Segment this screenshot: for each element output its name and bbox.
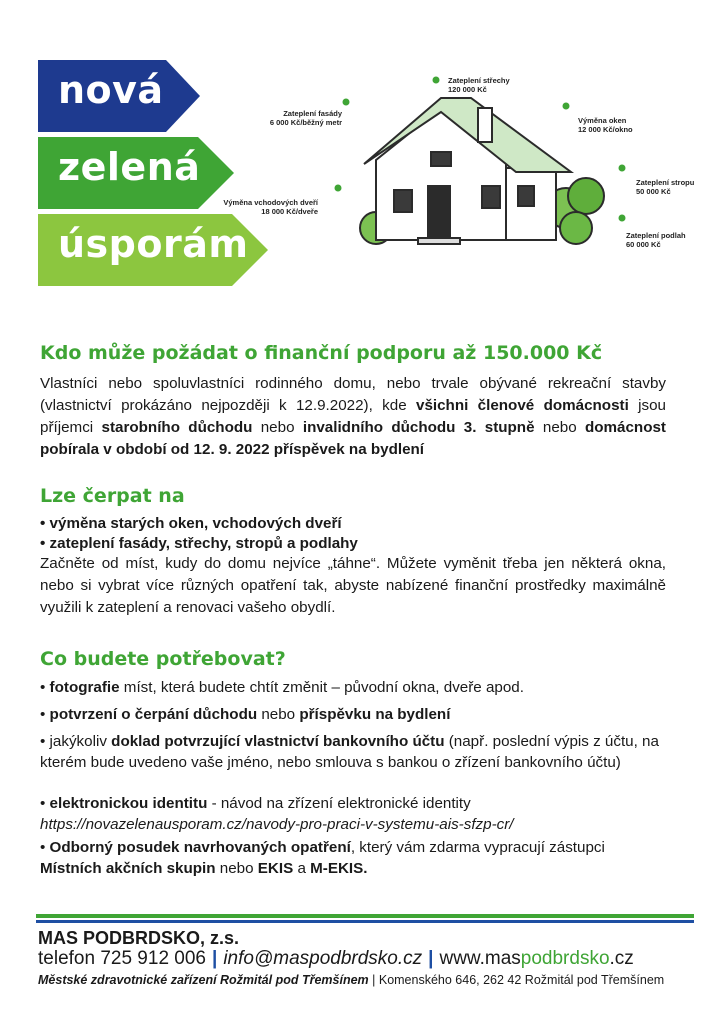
list-item-bank-proof: • jakýkoliv doklad potvrzující vlastnictví bankovního účtu (např. poslední výpis z účtu, na kterém bude uvedeno vaše jméno, nebo smlouva s bankou o zřízení bankovního účtu) <box>40 733 659 771</box>
footer-divider-green <box>36 914 694 918</box>
label-floor: Zateplení podlah 60 000 Kč <box>626 231 686 249</box>
list-item-photos: • fotografie míst, která budete chtít změnit – původní okna, dveře apod. <box>40 679 524 696</box>
footer-email[interactable]: info@maspodbrdsko.cz <box>223 948 423 969</box>
footer-website[interactable]: www.maspodbrdsko.cz <box>439 948 634 969</box>
list-item: • zateplení fasády, střechy, stropů a podlahy <box>40 535 358 552</box>
label-ceiling: Zateplení stropu 50 000 Kč <box>636 178 695 196</box>
heading-who-can-apply: Kdo může požádat o finanční podporu až 150.000 Kč <box>40 342 603 364</box>
label-roof: Zateplení střechy 120 000 Kč <box>448 76 510 94</box>
footer-divider-blue <box>36 920 694 923</box>
identity-guide-link[interactable]: https://novazelenausporam.cz/navody-pro-praci-v-systemu-ais-sfzp-cr/ <box>40 816 514 833</box>
heading-what-you-need: Co budete potřebovat? <box>40 648 286 670</box>
footer-address: Městské zdravotnické zařízení Rožmitál pod Třemšínem | Komenského 646, 262 42 Rožmitál pod Třemšínem <box>38 973 665 987</box>
heading-can-draw-for: Lze čerpat na <box>40 485 185 507</box>
house-illustration <box>226 68 696 258</box>
footer-contacts: telefon 725 912 006 | info@maspodbrdsko.cz | www.maspodbrdsko.cz <box>38 948 634 969</box>
banner-word-zelena: zelená <box>58 145 201 189</box>
footer-org-name: MAS PODBRDSKO, z.s. <box>38 928 240 948</box>
label-facade: Zateplení fasády 6 000 Kč/běžný metr <box>269 109 342 127</box>
list-item-e-identity: • elektronickou identitu - návod na zřízení elektronické identity <box>40 795 471 812</box>
list-item: • výměna starých oken, vchodových dveří <box>40 515 342 532</box>
banner-word-usporam: úsporám <box>58 222 249 266</box>
label-windows: Výměna oken 12 000 Kč/okno <box>578 116 633 134</box>
paragraph-eligibility: Vlastníci nebo spoluvlastníci rodinného domu, nebo trvale obývané rekreační stavby (vlastnictví prokázáno nejpozději k 12.9.2022), kde všichni členové domácnosti jsou příjemci starobního důchodu nebo invalidního důchodu 3. stupně nebo domácnost pobírala v období od 12. 9. 2022 příspěvek na bydlení <box>40 375 666 458</box>
label-doors: Výměna vchodových dveří 18 000 Kč/dveře <box>223 198 318 216</box>
paragraph-start-advice: Začněte od míst, kudy do domu nejvíce „táhne“. Můžete vyměnit třeba jen některá okna, nebo si vybrat více různých opatření tak, abyste nabízené finanční prostředky maximálně využili k zateplení a renovaci vašeho obydlí. <box>40 555 666 616</box>
footer-phone: telefon 725 912 006 <box>38 948 206 969</box>
list-item-pension-proof: • potvrzení o čerpání důchodu nebo příspěvku na bydlení <box>40 706 451 723</box>
banner-word-nova: nová <box>58 68 164 112</box>
list-item-expert-report: • Odborný posudek navrhovaných opatření, který vám zdarma vypracují zástupci Místních akčních skupin nebo EKIS a M-EKIS. <box>40 839 605 877</box>
